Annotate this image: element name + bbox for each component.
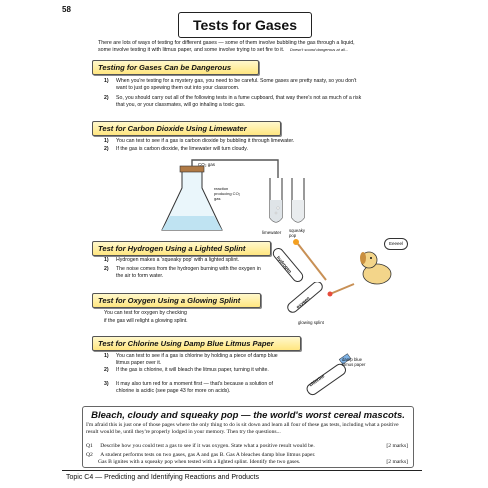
item-text: When you're testing for a mystery gas, you need to be careful. Some gases are pretty nasty, so you don't want to just go spewing them out into your classroom. xyxy=(116,78,357,91)
label-litmus-paper: damp blue litmus paper xyxy=(342,357,366,367)
intro-line-2: some involve testing it with litmus paper, and some involve trying to set fire to it. xyxy=(98,46,285,53)
oxygen-text-1: You can test for oxygen by checking xyxy=(104,310,187,316)
list-item xyxy=(104,381,289,394)
question-text: Describe how you could test a gas to see if it was oxygen. State what a positive result would be. xyxy=(100,443,315,449)
summary-title: Bleach, cloudy and squeaky pop — the world's worst cereal mascots. xyxy=(91,410,405,421)
summary-paragraph: I'm afraid this is just one of those pages where the only thing to do is sit down and learn all four of these gas tests, including what a positive result would be, until they're properly lodged in your memory. Then try the questions... xyxy=(86,422,399,435)
question-number: Q2 xyxy=(86,452,93,458)
list-item xyxy=(104,353,289,366)
chlorine-test-tube xyxy=(305,362,347,396)
item-number: 1) xyxy=(104,138,109,144)
item-text: You can test to see if a gas is chlorine by holding a piece of damp blue litmus paper over it. xyxy=(116,353,278,366)
footer-divider xyxy=(62,470,422,471)
section-heading-hydrogen: Test for Hydrogen Using a Lighted Splint xyxy=(92,241,271,256)
item-text: The noise comes from the hydrogen burning with the oxygen in the air to form water. xyxy=(116,266,261,279)
section-heading-co2: Test for Carbon Dioxide Using Limewater xyxy=(92,121,281,136)
question-marks: [2 marks] xyxy=(386,459,408,465)
page-footer: Topic C4 — Predicting and Identifying Reactions and Products xyxy=(66,474,259,481)
item-text: If the gas is chlorine, it will bleach the litmus paper, turning it white. xyxy=(116,367,269,373)
item-number: 2) xyxy=(104,367,109,373)
item-text: Hydrogen makes a 'squeaky pop' with a lighted splint. xyxy=(116,257,240,263)
flask-liquid xyxy=(162,216,222,230)
item-number: 3) xyxy=(104,381,109,387)
list-item xyxy=(104,367,289,374)
item-number: 1) xyxy=(104,257,109,263)
question-2-cont xyxy=(98,459,408,466)
item-number: 2) xyxy=(104,146,109,152)
intro-line-1: There are lots of ways of testing for different gases — some of them involve bubbling the gas through a liquid, xyxy=(98,40,355,46)
list-item xyxy=(104,95,364,108)
question-marks: [2 marks] xyxy=(386,443,408,449)
question-number: Q1 xyxy=(86,443,93,449)
section-heading-oxygen: Test for Oxygen Using a Glowing Splint xyxy=(92,293,261,308)
list-item xyxy=(104,78,364,91)
dog-cartoon-icon xyxy=(355,244,405,288)
label-squeaky-pop: squeaky pop xyxy=(289,228,306,238)
page-title: Tests for Gases xyxy=(178,12,312,38)
item-number: 1) xyxy=(104,78,109,84)
limewater-liquid-2 xyxy=(292,200,304,222)
limewater-liquid xyxy=(270,200,282,222)
label-limewater: limewater xyxy=(262,230,282,235)
label-hydrogen-tube: hydrogen xyxy=(275,255,293,274)
item-text: If the gas is carbon dioxide, the limewater will turn cloudy. xyxy=(116,146,248,152)
label-reaction: reaction producing CO₂ gas xyxy=(214,186,241,201)
intro-text xyxy=(98,40,418,53)
glowing-splint xyxy=(330,284,354,294)
label-glowing-splint: glowing splint xyxy=(298,320,324,325)
item-number: 2) xyxy=(104,95,109,101)
speech-bubble: Eeeeel xyxy=(384,238,408,250)
item-text: You can test to see if a gas is carbon dioxide by bubbling it through limewater. xyxy=(116,138,295,144)
list-item xyxy=(104,146,404,153)
glow-icon xyxy=(328,292,333,297)
label-co2-gas: CO₂ gas xyxy=(198,162,216,167)
question-text-a: A student performs tests on two gases, gas A and gas B. Gas A bleaches damp blue litmus paper. xyxy=(100,452,316,458)
list-item xyxy=(104,266,264,279)
page-number: 58 xyxy=(62,5,71,14)
item-number: 1) xyxy=(104,353,109,359)
item-text: It may also turn red for a moment first — that's because a solution of chlorine is acidic (see page 43 for more on acids). xyxy=(116,381,273,394)
item-text: So, you should carry out all of the following tests in a fume cupboard, that way there's not as much of a risk that you, or your classmates, will go inhaling a toxic gas. xyxy=(116,95,362,108)
item-number: 2) xyxy=(104,266,109,272)
label-chlorine-tube: chlorine xyxy=(308,373,326,388)
label-oxygen-tube: oxygen xyxy=(295,295,311,310)
question-text-b: Gas B ignites with a squeaky pop when tested with a lighted splint. Identify the two gases. xyxy=(98,459,301,465)
question-1 xyxy=(86,443,408,450)
question-2 xyxy=(86,452,408,459)
flame-icon xyxy=(293,239,299,245)
list-item xyxy=(104,138,404,145)
section-heading-dangerous: Testing for Gases Can be Dangerous xyxy=(92,60,259,75)
oxygen-text-2: if the gas will relight a glowing splint. xyxy=(104,318,188,324)
section-heading-chlorine: Test for Chlorine Using Damp Blue Litmus Paper xyxy=(92,336,301,351)
list-item xyxy=(104,257,264,264)
intro-aside: Doesn't sound dangerous at all... xyxy=(289,46,349,52)
